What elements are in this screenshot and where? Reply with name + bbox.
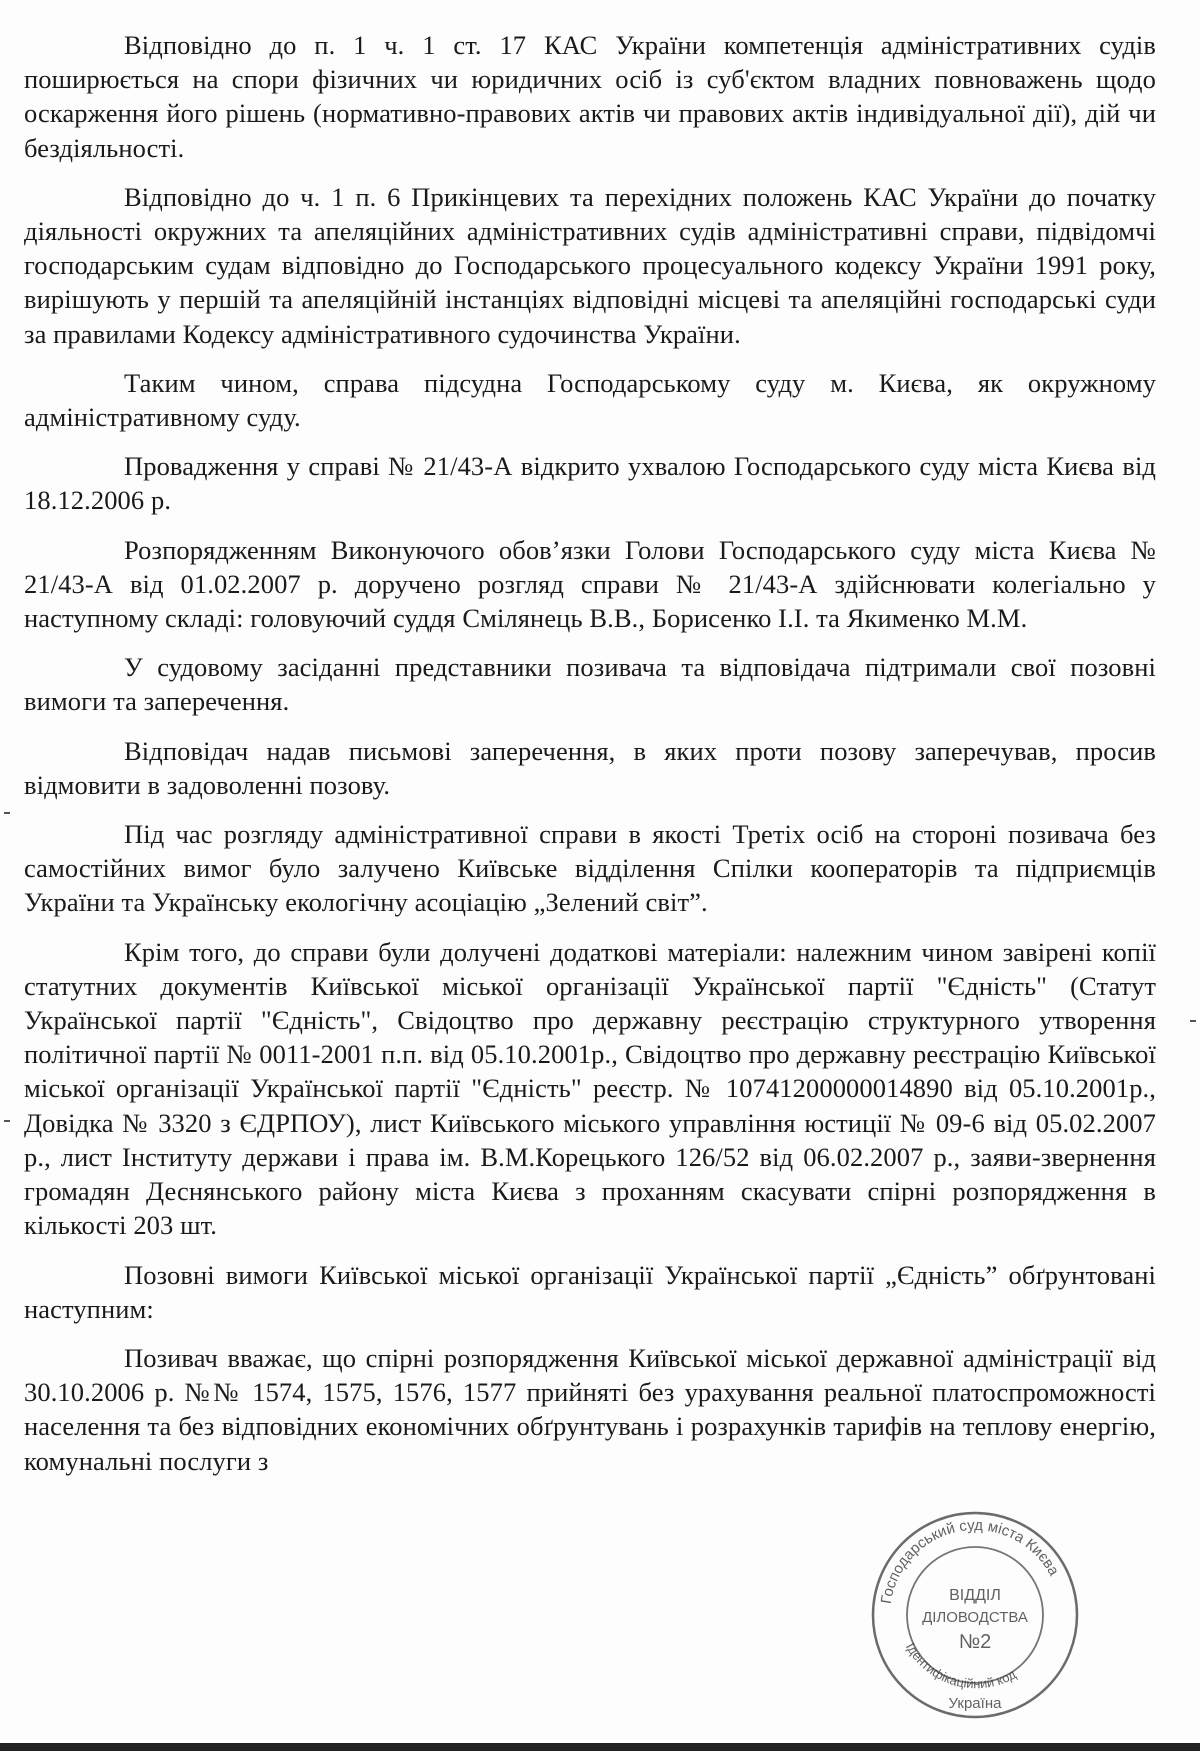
scan-bottom-edge (0, 1743, 1200, 1751)
scan-artifact (1190, 1020, 1196, 1022)
scan-artifact (4, 812, 10, 814)
paragraph-third-parties: Під час розгляду адміністративної справи в якості Третіх осіб на стороні позивача без самостійних вимог було залучено Київське відділення Спілки кооператорів та підприємців України та Українську екологічну асоціацію „Зелений світ”. (24, 819, 1156, 918)
stamp-ring-text: Господарський суд міста Києва (877, 1516, 1063, 1606)
paragraph-proceedings-opened: Провадження у справі № 21/43-А відкрито ухвалою Господарського суду міста Києва від 18.12.2006 р. (24, 451, 1156, 516)
paragraph-transitional-provisions: Відповідно до ч. 1 п. 6 Прикінцевих та перехідних положень КАС України до початку діяльності окружних та апеляційних адміністративних судів адміністративні справи, підвідомчі господарським судам відповідно до Господарського процесуального кодексу України 1991 року, вирішують у першій та апеляційній інстанціях відповідні місцеві та апеляційні господарські суди за правилами Кодексу адміністративного судочинства України. (24, 181, 1156, 349)
paragraph-defendant-objections: Відповідач надав письмові заперечення, в яких проти позову заперечував, просив відмовити в задоволенні позову. (24, 735, 1156, 800)
document-body (24, 28, 1156, 1493)
paragraph-plaintiff-position: Позивач вважає, що спірні розпорядження Київської міської державної адміністрації від 30.10.2006 р. №№ 1574, 1575, 1576, 1577 прийняті без урахування реальної платоспроможності населення та без відповідних економічних обґрунтувань і розрахунків тарифів на теплову енергію, комунальні послуги з (24, 1342, 1156, 1476)
paragraph-claims-grounds: Позовні вимоги Київської міської організації Української партії „Єдність” обґрунтовані наступним: (24, 1259, 1156, 1324)
stamp-code-text: Ідентифікаційний код (902, 1640, 1019, 1692)
scan-artifact (4, 1120, 10, 1122)
stamp-dept-line1: ВІДДІЛ (949, 1587, 1001, 1604)
paragraph-venue: Таким чином, справа підсудна Господарському суду м. Києва, як окружному адміністративному суду. (24, 367, 1156, 433)
stamp-country: Україна (948, 1695, 1002, 1712)
stamp-dept-line2: ДІЛОВОДСТВА (922, 1609, 1028, 1626)
court-seal-stamp (868, 1508, 1083, 1723)
paragraph-hearing: У судовому засіданні представники позивача та відповідача підтримали свої позовні вимоги та заперечення. (24, 652, 1156, 717)
paragraph-additional-materials: Крім того, до справи були долучені додаткові матеріали: належним чином завірені копії статутних документів Київської міської організації Української партії "Єдність" (Статут Української партії "Єдність", Свідоцтво про державну реєстрацію структурного утворення політичної партії № 0011-2001 п.п. від 05.10.2001р., Свідоцтво про державну реєстрацію Київської міської організації Української партії "Єдність" реєстр. № 10741200000014890 від 05.10.2001р., Довідка № 3320 з ЄДРПОУ), лист Київського міського управління юстиції № 09-6 від 05.02.2007 р., лист Інституту держави і права ім. В.М.Корецького 126/52 від 06.02.2007 р., заяви-звернення громадян Деснянського району міста Києва з проханням скасувати спірні розпорядження в кількості 203 шт. (24, 936, 1156, 1241)
paragraph-jurisdiction: Відповідно до п. 1 ч. 1 ст. 17 КАС України компетенція адміністративних судів поширюється на спори фізичних чи юридичних осіб із суб'єктом владних повноважень щодо оскарження його рішень (нормативно-правових актів чи правових актів індивідуальної дії), дій чи бездіяльності. (24, 30, 1156, 163)
paragraph-panel-assignment: Розпорядженням Виконуючого обов’язки Голови Господарського суду міста Києва № 21/43-А від 01.02.2007 р. доручено розгляд справи № 21/43-А здійснювати колегіально у наступному складі: головуючий суддя Смілянець В.В., Борисенко І.І. та Якименко М.М. (24, 534, 1156, 634)
stamp-number: №2 (958, 1631, 992, 1653)
